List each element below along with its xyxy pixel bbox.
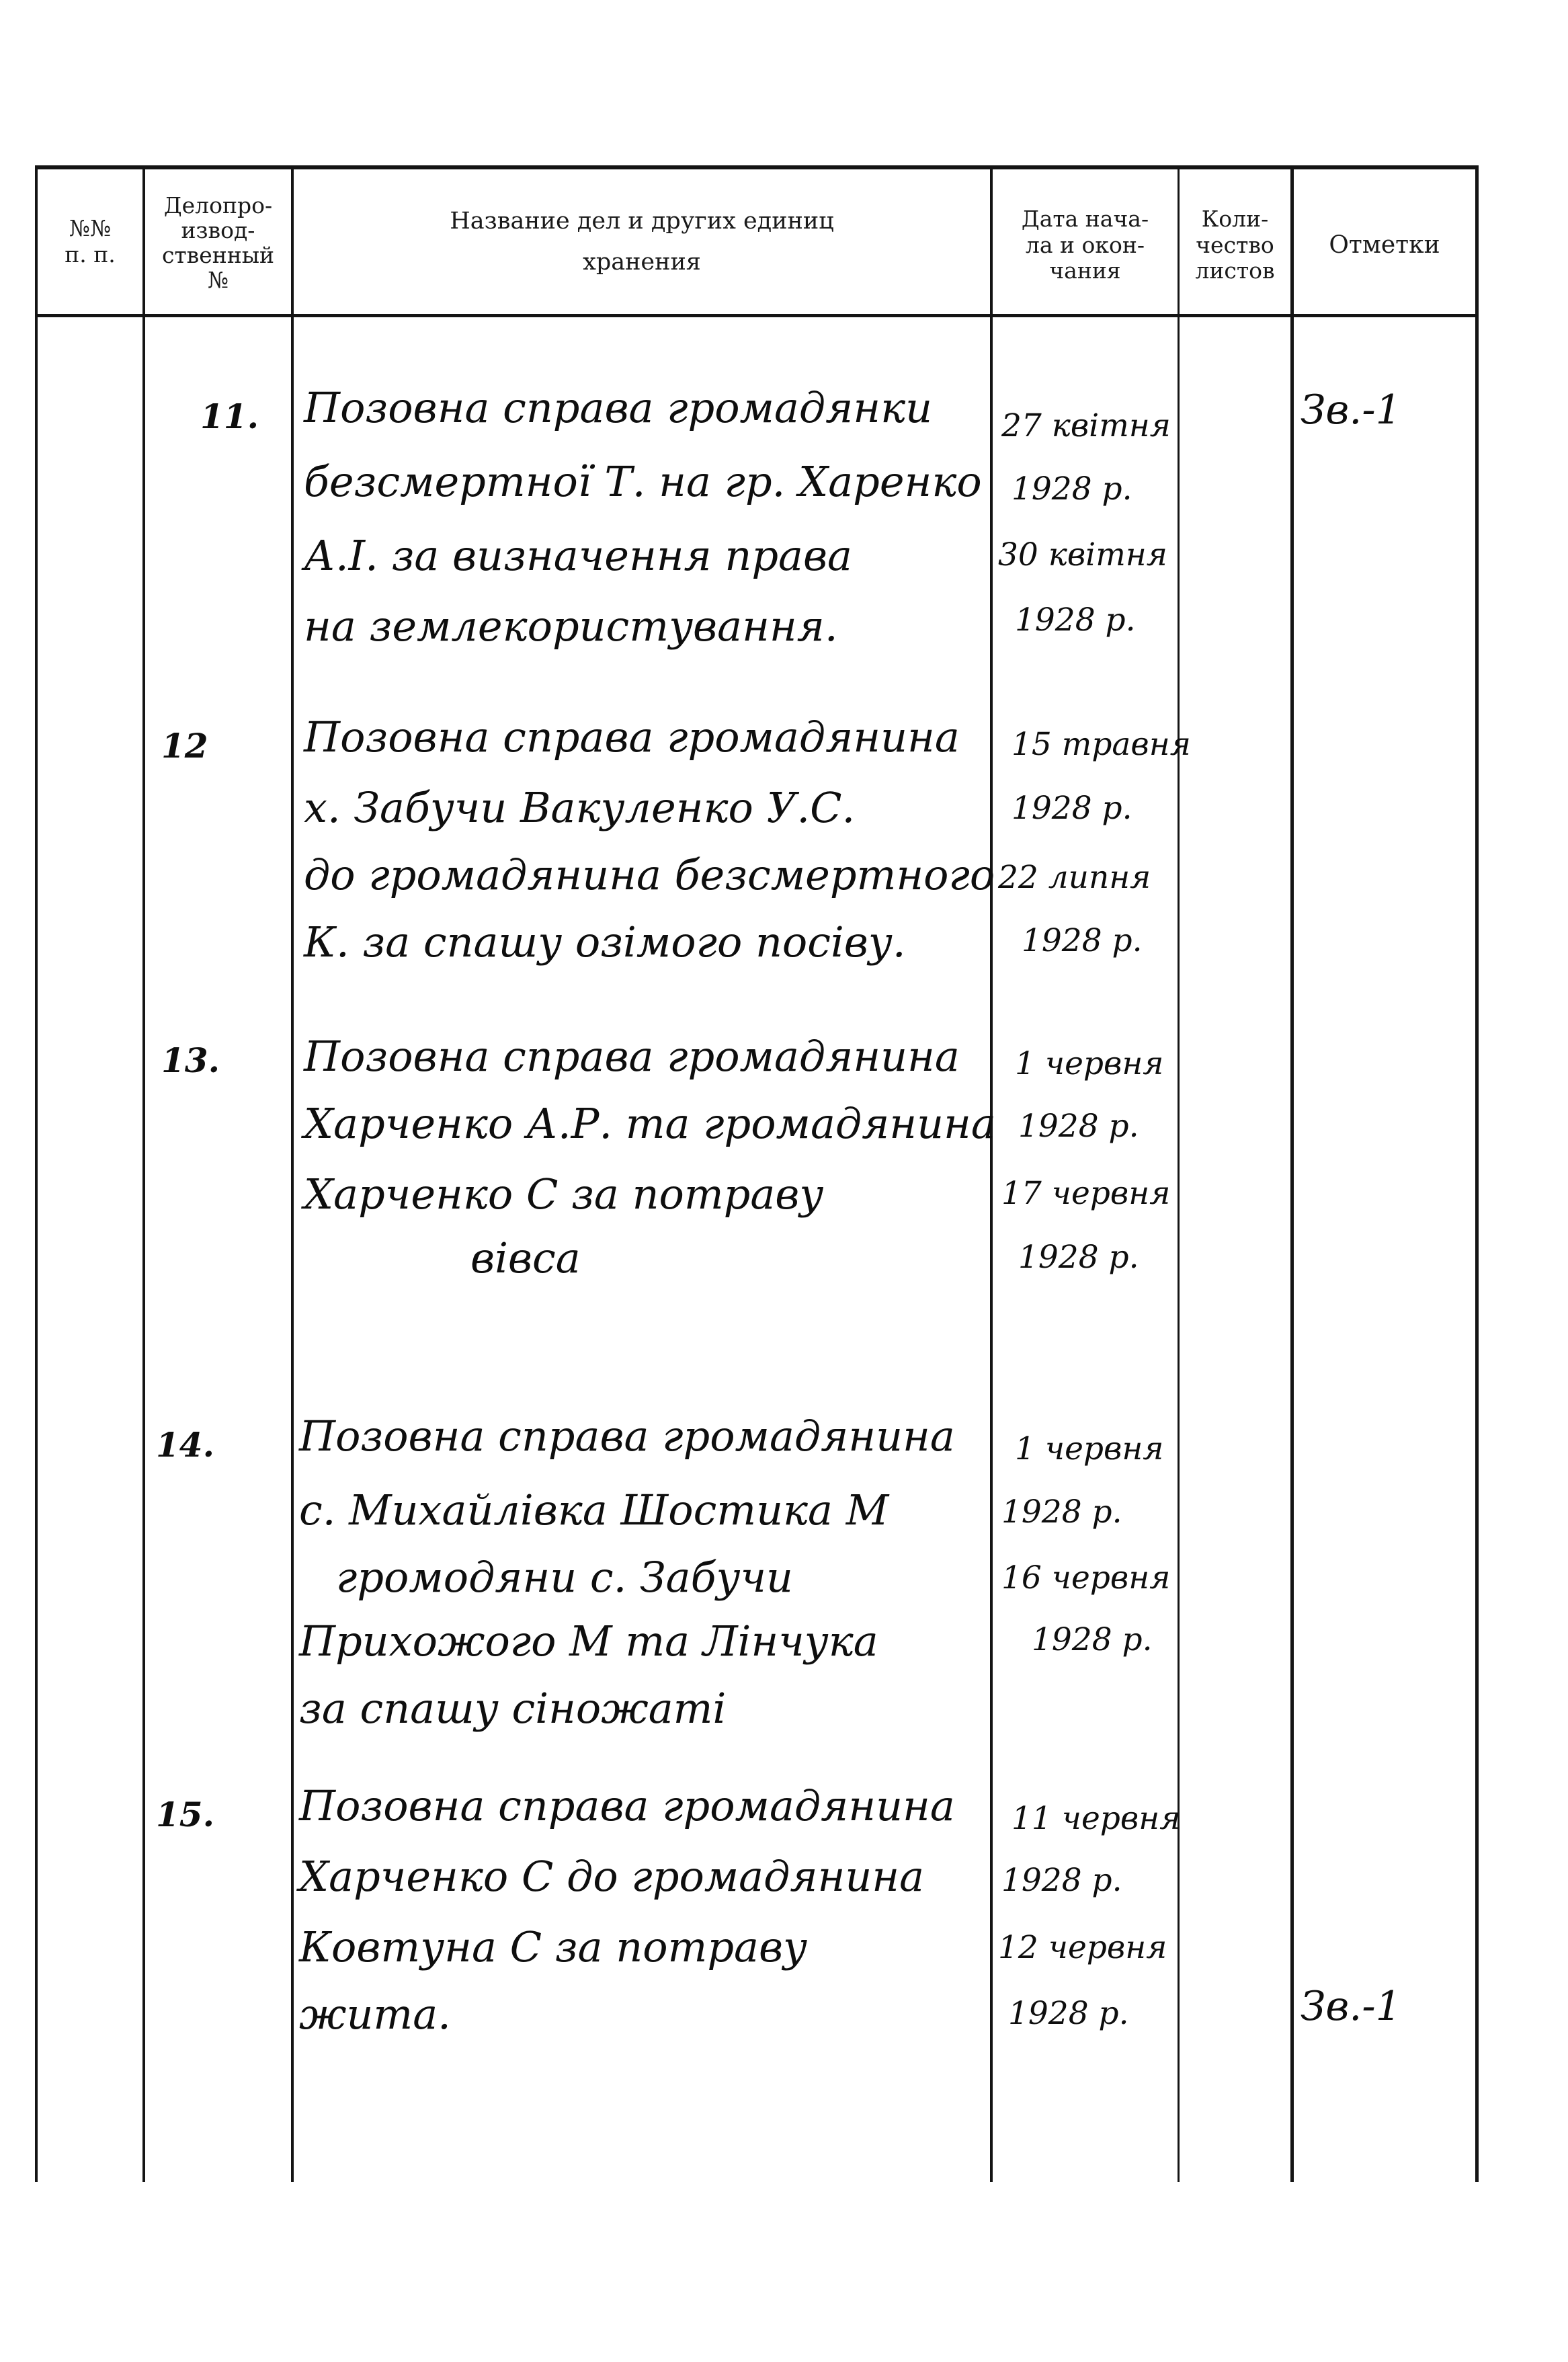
title-line: на землекористування. [304, 602, 838, 651]
office-number: 11. [200, 397, 259, 436]
date-end: 22 липня [998, 859, 1151, 896]
title-line: Харченко А.Р. та громадянина [304, 1099, 996, 1148]
title-line: Позовна справа громадянина [304, 1032, 960, 1081]
title-line: жита. [299, 1990, 451, 2039]
column-divider [1290, 165, 1294, 2182]
table-left-border [35, 165, 38, 2182]
date-start-year: 1928 р. [1012, 790, 1132, 827]
date-start: 27 квітня [1001, 407, 1171, 444]
title-line: Позовна справа громадянина [299, 1781, 955, 1830]
title-line: безсмертної Т. на гр. Харенко [304, 457, 982, 506]
date-end-year: 1928 р. [1018, 1239, 1139, 1276]
office-number: 12 [161, 726, 208, 766]
header-office-number: Делопро- извод- ственный № [161, 192, 275, 293]
title-line: за спашу сіножаті [299, 1684, 727, 1733]
title-line: Ковтуна С за потраву [299, 1922, 808, 1971]
title-line: х. Забучи Вакуленко У.С. [304, 783, 856, 832]
date-start: 1 червня [1015, 1045, 1164, 1082]
title-line: громодяни с. Забучи [336, 1553, 793, 1602]
title-line: Харченко С до громадянина [299, 1852, 925, 1901]
header-bottom-border [35, 314, 1479, 317]
title-line: с. Михайлівка Шостика М [299, 1485, 889, 1535]
column-divider [142, 165, 145, 2182]
date-start-year: 1928 р. [1012, 471, 1132, 507]
date-start-year: 1928 р. [1001, 1494, 1122, 1531]
column-divider [990, 165, 993, 2182]
date-end-year: 1928 р. [1022, 922, 1143, 959]
header-title: Название дел и других единиц хранения [450, 207, 834, 276]
date-end-year: 1928 р. [1015, 602, 1136, 639]
date-start-year: 1928 р. [1018, 1108, 1139, 1145]
title-line: Позовна справа громадянина [304, 712, 960, 762]
date-end: 12 червня [998, 1929, 1167, 1966]
date-start: 15 травня [1012, 726, 1191, 763]
note-mark: Зв.-1 [1301, 386, 1401, 434]
header-sheet-count: Коли- чество листов [1195, 205, 1275, 284]
title-line: Харченко С за потраву [304, 1170, 824, 1219]
date-end: 17 червня [1001, 1175, 1171, 1212]
title-line: вівса [470, 1233, 581, 1282]
title-line: А.І. за визначення права [304, 531, 853, 580]
title-line: К. за спашу озімого посіву. [304, 918, 906, 967]
title-line: Прихожого М та Лінчука [299, 1617, 878, 1666]
office-number: 15. [156, 1795, 214, 1834]
table-top-border [35, 165, 1479, 169]
header-dates: Дата нача- ла и окон- чания [1021, 205, 1149, 284]
date-end-year: 1928 р. [1032, 1621, 1153, 1658]
column-divider [291, 165, 294, 2182]
date-end-year: 1928 р. [1008, 1995, 1129, 2032]
date-start-year: 1928 р. [1001, 1862, 1122, 1899]
office-number: 14. [156, 1425, 214, 1465]
note-mark: Зв.-1 [1301, 1983, 1401, 2030]
date-start: 11 червня [1012, 1800, 1181, 1837]
header-notes: Отметки [1329, 231, 1440, 259]
column-divider [1178, 165, 1180, 2182]
header-row-number: №№ п. п. [65, 215, 116, 268]
title-line: до громадянина безсмертного [304, 850, 995, 899]
date-end: 16 червня [1001, 1559, 1171, 1596]
title-line: Позовна справа громадянки [304, 383, 933, 432]
date-start: 1 червня [1015, 1430, 1164, 1467]
title-line: Позовна справа громадянина [299, 1412, 955, 1461]
table-right-border [1475, 165, 1479, 2182]
date-end: 30 квітня [998, 536, 1167, 573]
office-number: 13. [161, 1041, 220, 1080]
